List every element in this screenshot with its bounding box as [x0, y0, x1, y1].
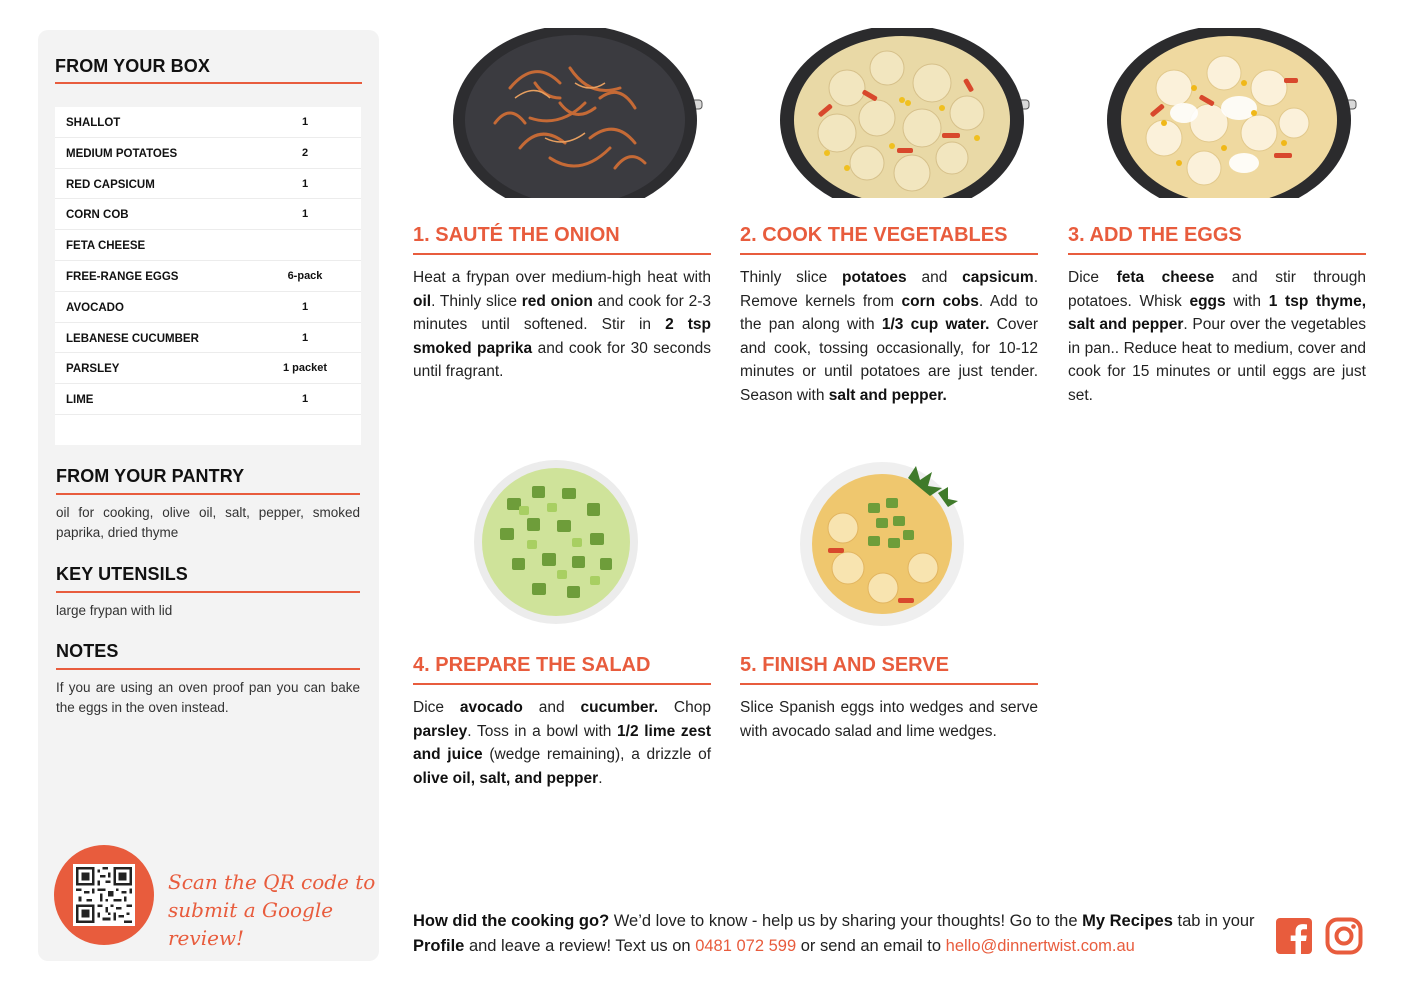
- body-text: Chop: [658, 699, 711, 716]
- facebook-icon[interactable]: [1275, 917, 1313, 955]
- bold-text: avocado: [459, 699, 523, 716]
- ingredient-qty: 1: [301, 208, 309, 221]
- contact-link[interactable]: hello@dinnertwist.com.au: [945, 937, 1135, 955]
- body-text: (wedge remaining), a drizzle of: [482, 746, 711, 763]
- step-3-body: [1068, 266, 1366, 407]
- body-text: and cook for 30 seconds until fragrant.: [413, 339, 711, 380]
- body-text: Heat a frypan over medium-high heat with: [413, 269, 711, 286]
- divider: [413, 253, 711, 255]
- pantry-text: oil for cooking, olive oil, salt, pepper, smoked paprika, dried thyme: [56, 505, 360, 540]
- body-text: . Thinly slice: [431, 292, 522, 310]
- bold-text: My Recipes: [1082, 912, 1173, 930]
- sidebar-panel: [38, 30, 379, 961]
- body-text: . Add to the pan along with: [740, 292, 1039, 333]
- step-5-photo: [798, 458, 988, 628]
- qr-caption-line: Scan the QR code to: [168, 870, 376, 894]
- step-5-title: 5. FINISH AND SERVE: [740, 654, 949, 676]
- body-text: . Pour over the vegetables in pan.. Reduce heat to medium, cover and cook for 15 minutes or until eggs are just set.: [1068, 316, 1366, 404]
- body-text: and stir through potatoes. Whisk: [1068, 269, 1366, 310]
- bold-text: Profile: [413, 937, 465, 955]
- step-4-body: [413, 696, 711, 790]
- bold-text: 1/2 lime zest and juice: [413, 722, 711, 763]
- bold-text: oil: [413, 292, 432, 310]
- body-text: and cook for 2-3 minutes until softened. Stir in: [413, 292, 711, 333]
- bold-text: red onion: [521, 292, 593, 310]
- ingredient-row: [55, 169, 361, 200]
- ingredient-row: [55, 107, 361, 138]
- divider: [1068, 253, 1366, 255]
- ingredient-name: CORN COB: [66, 209, 129, 222]
- utensils-title: KEY UTENSILS: [56, 564, 188, 584]
- bold-text: 1 tsp thyme, salt and pepper: [1068, 292, 1366, 333]
- body-text: We’d love to know - help us by sharing your thoughts! Go to the: [609, 912, 1083, 930]
- bold-text: salt and pepper.: [828, 386, 947, 404]
- qr-caption: [168, 868, 379, 952]
- body-text: Dice: [1068, 269, 1117, 286]
- ingredient-qty: 1: [301, 331, 309, 344]
- bold-text: cucumber.: [580, 699, 659, 716]
- bold-text: potatoes: [842, 269, 907, 286]
- divider: [56, 591, 360, 593]
- bold-text: olive oil, salt, and pepper: [413, 769, 599, 787]
- body-text: . Remove kernels from: [740, 269, 1038, 310]
- body-text: and leave a review! Text us on: [464, 937, 696, 955]
- ingredient-qty: 1: [301, 393, 309, 406]
- divider: [56, 493, 360, 495]
- ingredient-qty: 2: [301, 146, 309, 159]
- ingredient-row: [55, 292, 361, 323]
- qr-caption-line: submit a Google review!: [168, 898, 334, 950]
- notes-title: NOTES: [56, 641, 119, 661]
- body-text: Thinly slice: [740, 269, 843, 286]
- qr-code-icon[interactable]: [73, 864, 135, 926]
- ingredient-name: LEBANESE CUCUMBER: [66, 332, 199, 345]
- bold-text: 2 tsp smoked paprika: [413, 316, 711, 357]
- ingredient-row: [55, 353, 361, 384]
- divider: [55, 82, 362, 84]
- ingredient-qty: 1: [301, 177, 309, 190]
- step-4-title: 4. PREPARE THE SALAD: [413, 654, 651, 676]
- ingredient-row: [55, 138, 361, 169]
- ingredient-qty: 1: [301, 116, 309, 128]
- divider: [56, 668, 360, 670]
- divider: [740, 253, 1038, 255]
- qr-code-badge[interactable]: [54, 845, 154, 945]
- body-text: with: [1225, 292, 1269, 310]
- utensils-section: [56, 564, 360, 621]
- body-text: tab in your: [1172, 912, 1255, 930]
- step-2-photo: [777, 28, 1032, 198]
- body-text: Slice Spanish eggs into wedges and serve with avocado salad and lime wedges.: [740, 699, 1038, 740]
- step-3-title: 3. ADD THE EGGS: [1068, 224, 1242, 246]
- ingredient-name: PARSLEY: [66, 363, 120, 376]
- ingredient-name: FETA CHEESE: [66, 240, 146, 253]
- ingredient-row: [55, 261, 361, 292]
- bold-text: 1/3 cup water.: [881, 316, 990, 333]
- ingredient-name: LIME: [66, 394, 94, 407]
- body-text: Cover and cook, tossing occasionally, for 10-12 minutes or until potatoes are just tender. Season with: [740, 316, 1038, 404]
- bold-text: parsley: [413, 722, 468, 740]
- ingredient-row: [55, 230, 361, 261]
- notes-text: If you are using an oven proof pan you can bake the eggs in the oven instead.: [56, 680, 360, 715]
- pantry-title: FROM YOUR PANTRY: [56, 466, 245, 486]
- bold-text: How did the cooking go?: [413, 912, 610, 930]
- review-footer: [413, 909, 1263, 959]
- contact-link[interactable]: 0481 072 599: [695, 937, 797, 955]
- ingredient-qty: 6-pack: [287, 269, 323, 282]
- ingredient-qty: 1 packet: [282, 362, 328, 375]
- instagram-icon[interactable]: [1325, 917, 1363, 955]
- utensils-text: large frypan with lid: [56, 603, 173, 618]
- bold-text: feta cheese: [1116, 269, 1215, 286]
- notes-section: [56, 641, 360, 718]
- ingredient-name: FREE-RANGE EGGS: [66, 270, 179, 283]
- body-text: Dice: [413, 699, 460, 716]
- step-1-body: [413, 266, 711, 384]
- step-2-body: [740, 266, 1038, 407]
- step-3-photo: [1104, 28, 1359, 198]
- ingredient-qty: 1: [301, 300, 309, 313]
- ingredients-table: [55, 107, 361, 445]
- body-text: . Toss in a bowl with: [467, 722, 618, 740]
- step-1-photo: [450, 28, 705, 198]
- body-text: or send an email to: [796, 937, 946, 955]
- bold-text: corn cobs: [901, 292, 979, 310]
- step-2-title: 2. COOK THE VEGETABLES: [740, 224, 1008, 246]
- body-text: and: [522, 699, 581, 716]
- ingredient-name: RED CAPSICUM: [66, 178, 155, 191]
- bold-text: capsicum: [962, 269, 1034, 286]
- body-text: .: [598, 769, 603, 787]
- divider: [740, 683, 1038, 685]
- ingredient-name: SHALLOT: [66, 117, 121, 129]
- bold-text: eggs: [1189, 292, 1226, 310]
- step-5-body: [740, 696, 1038, 743]
- box-title: FROM YOUR BOX: [55, 56, 210, 76]
- step-4-photo: [472, 458, 642, 628]
- ingredient-row: [55, 384, 361, 415]
- ingredient-row: [55, 323, 361, 354]
- body-text: and: [906, 269, 963, 286]
- ingredient-name: MEDIUM POTATOES: [66, 147, 178, 160]
- pantry-section: [56, 466, 360, 543]
- step-1-title: 1. SAUTÉ THE ONION: [413, 224, 620, 246]
- divider: [413, 683, 711, 685]
- ingredient-name: AVOCADO: [66, 301, 124, 314]
- ingredient-row: [55, 199, 361, 230]
